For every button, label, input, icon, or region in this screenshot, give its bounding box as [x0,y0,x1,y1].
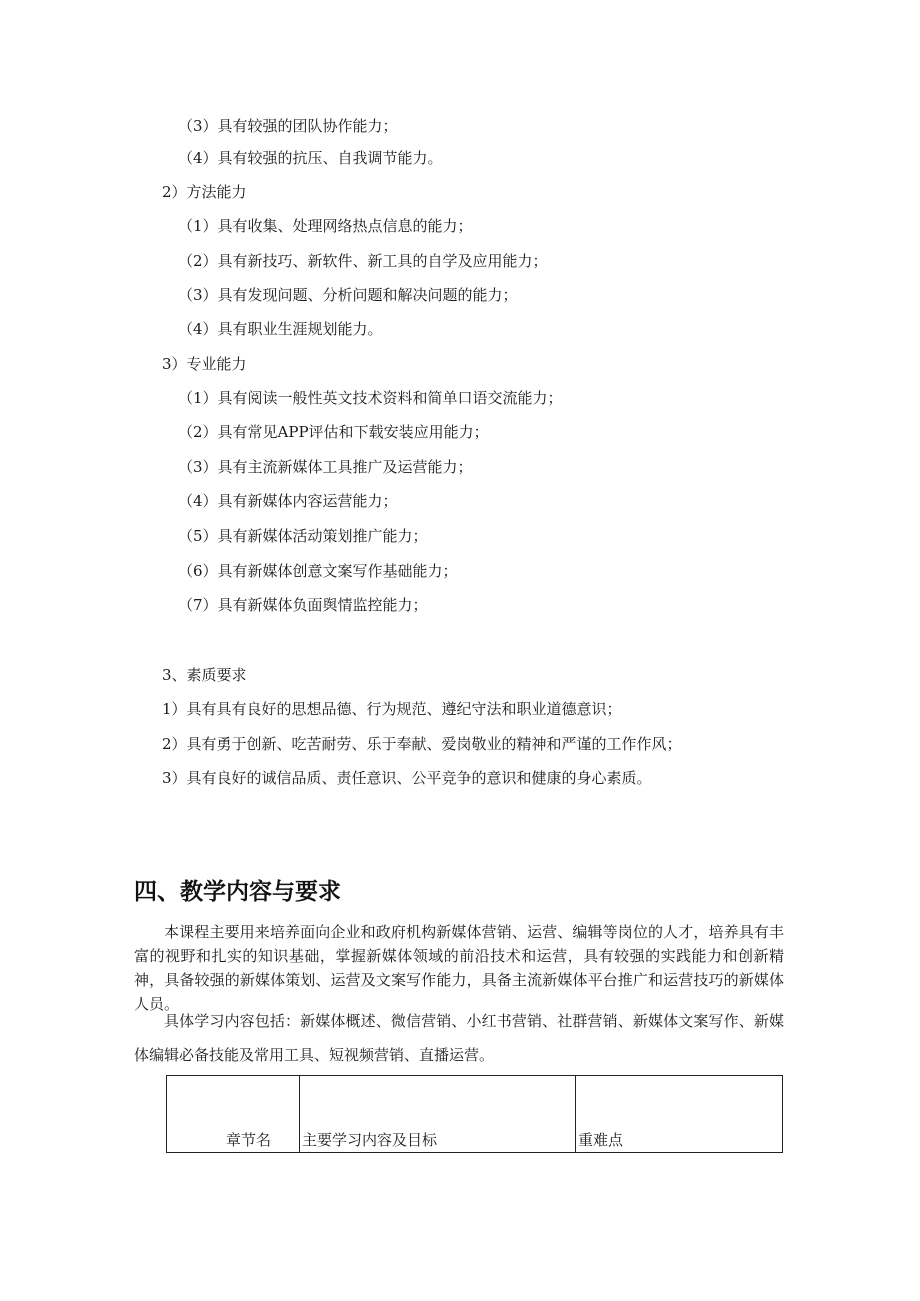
quality-heading: 3、素质要求 [162,666,247,684]
ability-item: （4）具有较强的抗压、自我调节能力。 [178,149,443,167]
quality-item: 3）具有良好的诚信品质、责任意识、公平竞争的意识和健康的身心素质。 [162,769,652,787]
table-header-content: 主要学习内容及目标 [300,1076,576,1153]
table-header-key-points: 重难点 [576,1076,783,1153]
pro-item: （3）具有主流新媒体工具推广及运营能力； [178,458,473,476]
method-item: （3）具有发现问题、分析问题和解决问题的能力； [178,286,518,304]
quality-item: 2）具有勇于创新、吃苦耐劳、乐于奉献、爱岗敬业的精神和严谨的工作作风； [162,735,682,753]
pro-item: （7）具有新媒体负面舆情监控能力； [178,596,428,614]
content-table [166,1075,783,1153]
pro-item: （6）具有新媒体创意文案写作基础能力； [178,562,458,580]
intro-paragraph: 本课程主要用来培养面向企业和政府机构新媒体营销、运营、编辑等岗位的人才，培养具有丰富的视野和扎实的知识基础，掌握新媒体领域的前沿技术和运营，具有较强的实践能力和创新精神，具备较强的新媒体策划、运营及文案写作能力，具备主流新媒体平台推广和运营技巧的新媒体人员。 [134,923,784,1013]
pro-item: （5）具有新媒体活动策划推广能力； [178,527,428,545]
pro-item: （1）具有阅读一般性英文技术资料和简单口语交流能力； [178,389,563,407]
pro-item: （4）具有新媒体内容运营能力； [178,492,398,510]
pro-item: （2）具有常见APP评估和下载安装应用能力； [178,423,489,441]
method-heading: 2）方法能力 [162,183,247,201]
method-item: （2）具有新技巧、新软件、新工具的自学及应用能力； [178,252,548,270]
quality-item: 1）具有具有良好的思想品德、行为规范、遵纪守法和职业道德意识； [162,700,622,718]
section-title: 四、教学内容与要求 [134,879,341,905]
ability-item: （3）具有较强的团队协作能力； [178,117,398,135]
content-paragraph: 具体学习内容包括：新媒体概述、微信营销、小红书营销、社群营销、新媒体文案写作、新媒体编辑必备技能及常用工具、短视频营销、直播运营。 [134,1012,784,1064]
method-item: （4）具有职业生涯规划能力。 [178,320,383,338]
pro-heading: 3）专业能力 [162,355,247,373]
method-item: （1）具有收集、处理网络热点信息的能力； [178,217,473,235]
table-header-chapter: 章节名 [167,1076,300,1153]
table-header-row [167,1076,783,1153]
